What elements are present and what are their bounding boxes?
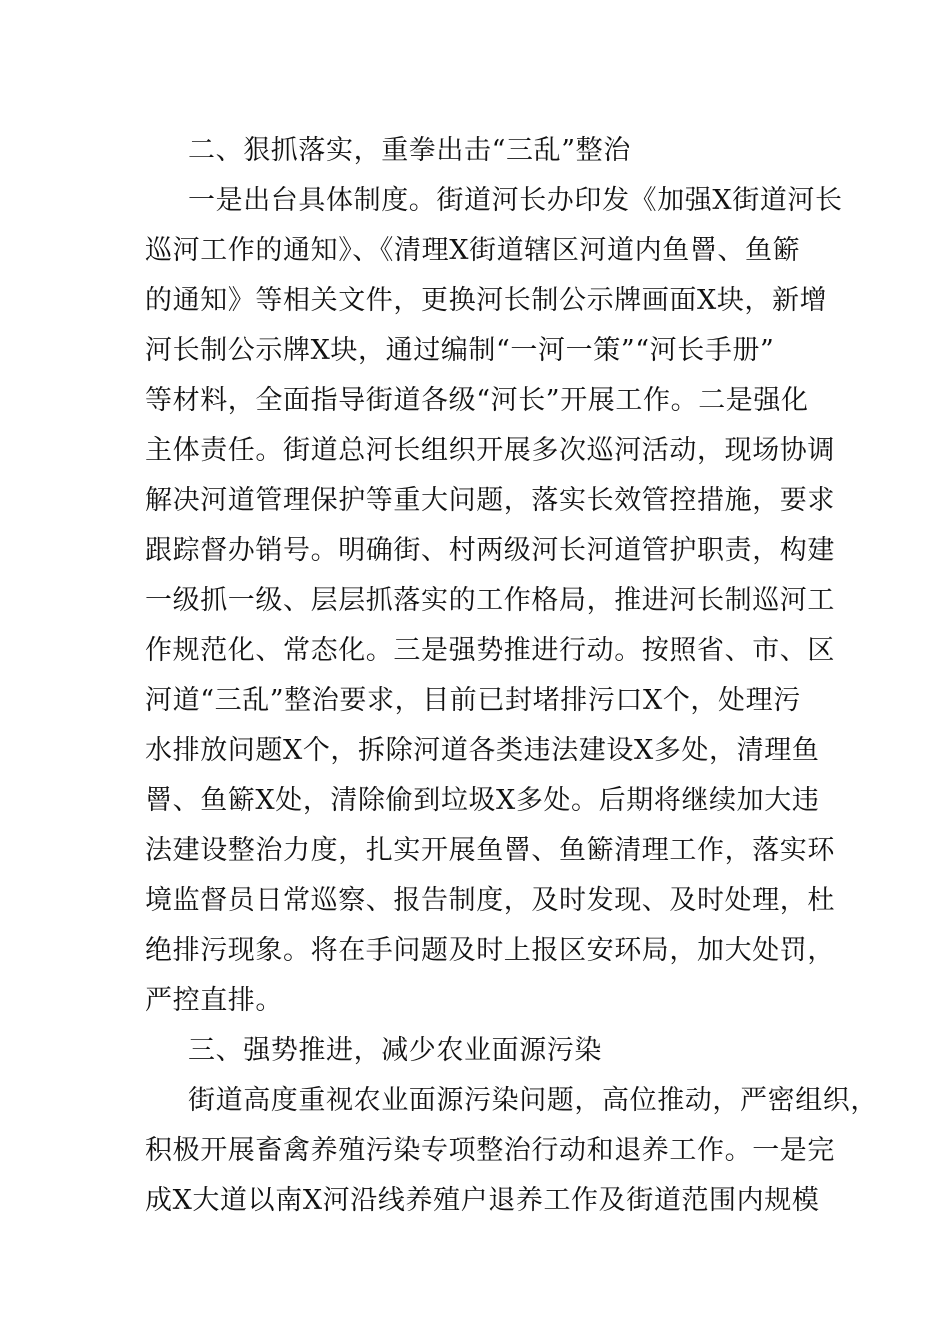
paragraph-line: 成X大道以南X河沿线养殖户退养工作及街道范围内规模 [145, 1185, 820, 1216]
paragraph-line: 境监督员日常巡察、报告制度，及时发现、及时处理，杜 [145, 885, 835, 916]
section-heading-3: 三、强势推进，减少农业面源污染 [188, 1035, 602, 1066]
paragraph-line: 河道“三乱”整治要求，目前已封堵排污口X个，处理污 [145, 685, 801, 716]
paragraph-line: 严控直排。 [145, 985, 283, 1016]
paragraph-line: 跟踪督办销号。明确街、村两级河长河道管护职责，构建 [145, 535, 835, 566]
paragraph-line: 作规范化、常态化。三是强势推进行动。按照省、市、区 [145, 635, 835, 666]
paragraph-line: 等材料，全面指导街道各级“河长”开展工作。二是强化 [145, 385, 809, 416]
paragraph-line: 绝排污现象。将在手问题及时上报区安环局，加大处罚， [145, 935, 835, 966]
paragraph-line: 一是出台具体制度。街道河长办印发《加强X街道河长 [188, 185, 843, 216]
paragraph-line: 罾、鱼簖X处，清除偷到垃圾X多处。后期将继续加大违 [145, 785, 820, 816]
section-heading-2: 二、狠抓落实，重拳出击“三乱”整治 [188, 135, 631, 166]
paragraph-line: 街道高度重视农业面源污染问题，高位推动，严密组织， [188, 1085, 878, 1116]
paragraph-line: 水排放问题X个，拆除河道各类违法建设X多处，清理鱼 [145, 735, 820, 766]
paragraph-line: 的通知》等相关文件，更换河长制公示牌画面X块，新增 [145, 285, 828, 316]
paragraph-line: 法建设整治力度，扎实开展鱼罾、鱼簖清理工作，落实环 [145, 835, 835, 866]
paragraph-line: 解决河道管理保护等重大问题，落实长效管控措施，要求 [145, 485, 835, 516]
paragraph-line: 巡河工作的通知》、《清理X街道辖区河道内鱼罾、鱼簖 [145, 235, 801, 266]
paragraph-line: 积极开展畜禽养殖污染专项整治行动和退养工作。一是完 [145, 1135, 835, 1166]
paragraph-line: 主体责任。街道总河长组织开展多次巡河活动，现场协调 [145, 435, 835, 466]
paragraph-line: 一级抓一级、层层抓落实的工作格局，推进河长制巡河工 [145, 585, 835, 616]
paragraph-line: 河长制公示牌X块，通过编制“一河一策”“河长手册” [145, 335, 775, 366]
